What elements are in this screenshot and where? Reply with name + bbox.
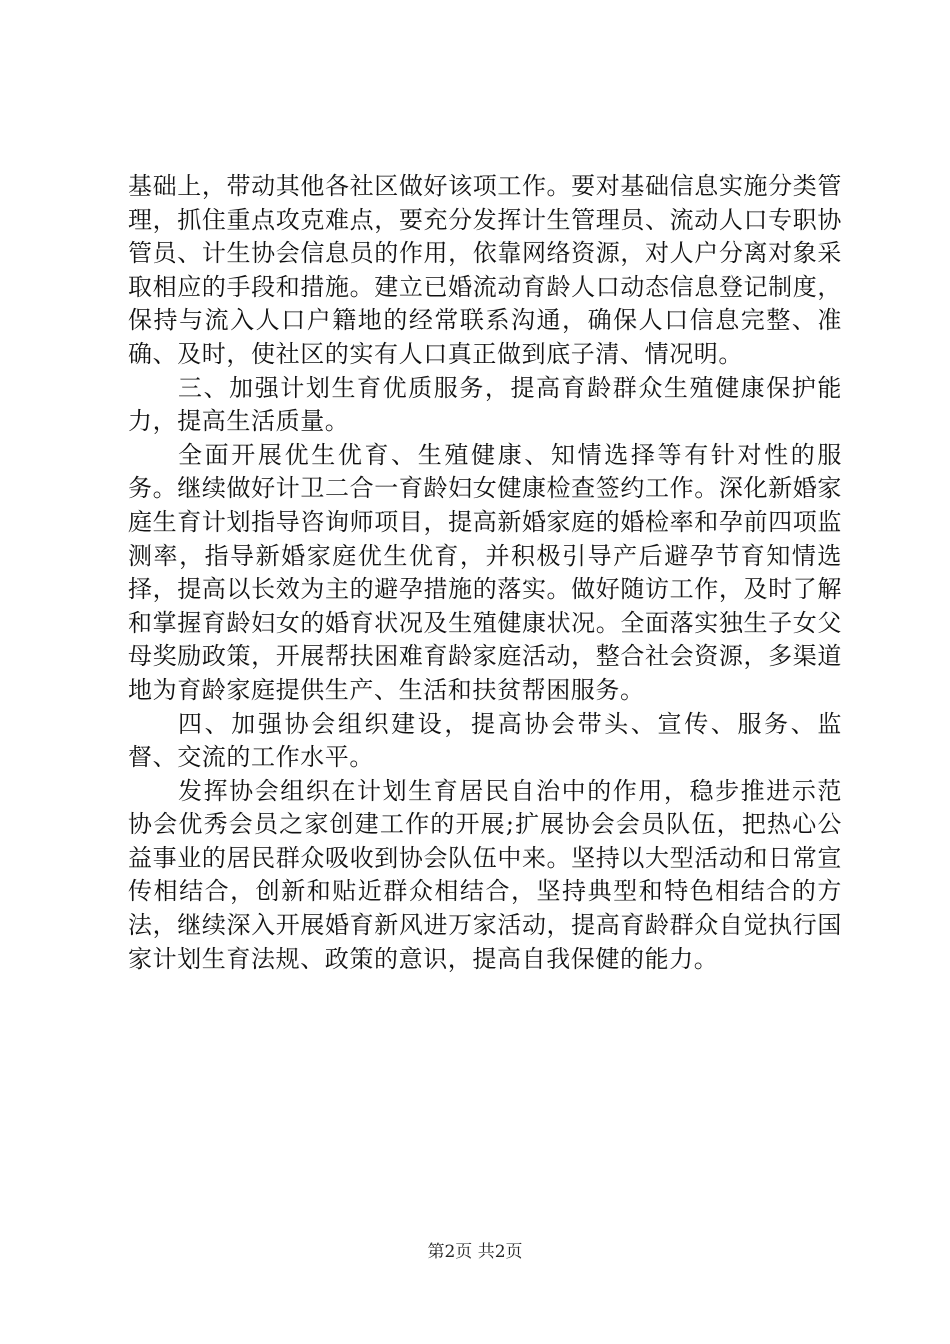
section-heading-3: 三、加强计划生育优质服务，提高育龄群众生殖健康保护能力，提高生活质量。 [128, 373, 842, 436]
page-footer: 第2页 共2页 [427, 1242, 523, 1262]
section-heading-4: 四、加强协会组织建设，提高协会带头、宣传、服务、监督、交流的工作水平。 [128, 709, 842, 772]
paragraph-2: 全面开展优生优育、生殖健康、知情选择等有针对性的服务。继续做好计卫二合一育龄妇女健康检查签约工作。深化新婚家庭生育计划指导咨询师项目，提高新婚家庭的婚检率和孕前四项监测率，指导新婚家庭优生优育，并积极引导产后避孕节育知情选择，提高以长效为主的避孕措施的落实。做好随访工作，及时了解和掌握育龄妇女的婚育状况及生殖健康状况。全面落实独生子女父母奖励政策，开展帮扶困难育龄家庭活动，整合社会资源，多渠道地为育龄家庭提供生产、生活和扶贫帮困服务。 [128, 440, 842, 704]
document-body [128, 170, 842, 976]
paragraph-3: 发挥协会组织在计划生育居民自治中的作用，稳步推进示范协会优秀会员之家创建工作的开展;扩展协会会员队伍，把热心公益事业的居民群众吸收到协会队伍中来。坚持以大型活动和日常宣传相结合，创新和贴近群众相结合，坚持典型和特色相结合的方法，继续深入开展婚育新风进万家活动，提高育龄群众自觉执行国家计划生育法规、政策的意识，提高自我保健的能力。 [128, 776, 842, 973]
paragraph-1: 基础上，带动其他各社区做好该项工作。要对基础信息实施分类管理，抓住重点攻克难点，要充分发挥计生管理员、流动人口专职协管员、计生协会信息员的作用，依靠网络资源，对人户分离对象采取相应的手段和措施。建立已婚流动育龄人口动态信息登记制度，保持与流入人口户籍地的经常联系沟通，确保人口信息完整、准确、及时，使社区的实有人口真正做到底子清、情况明。 [128, 172, 842, 368]
